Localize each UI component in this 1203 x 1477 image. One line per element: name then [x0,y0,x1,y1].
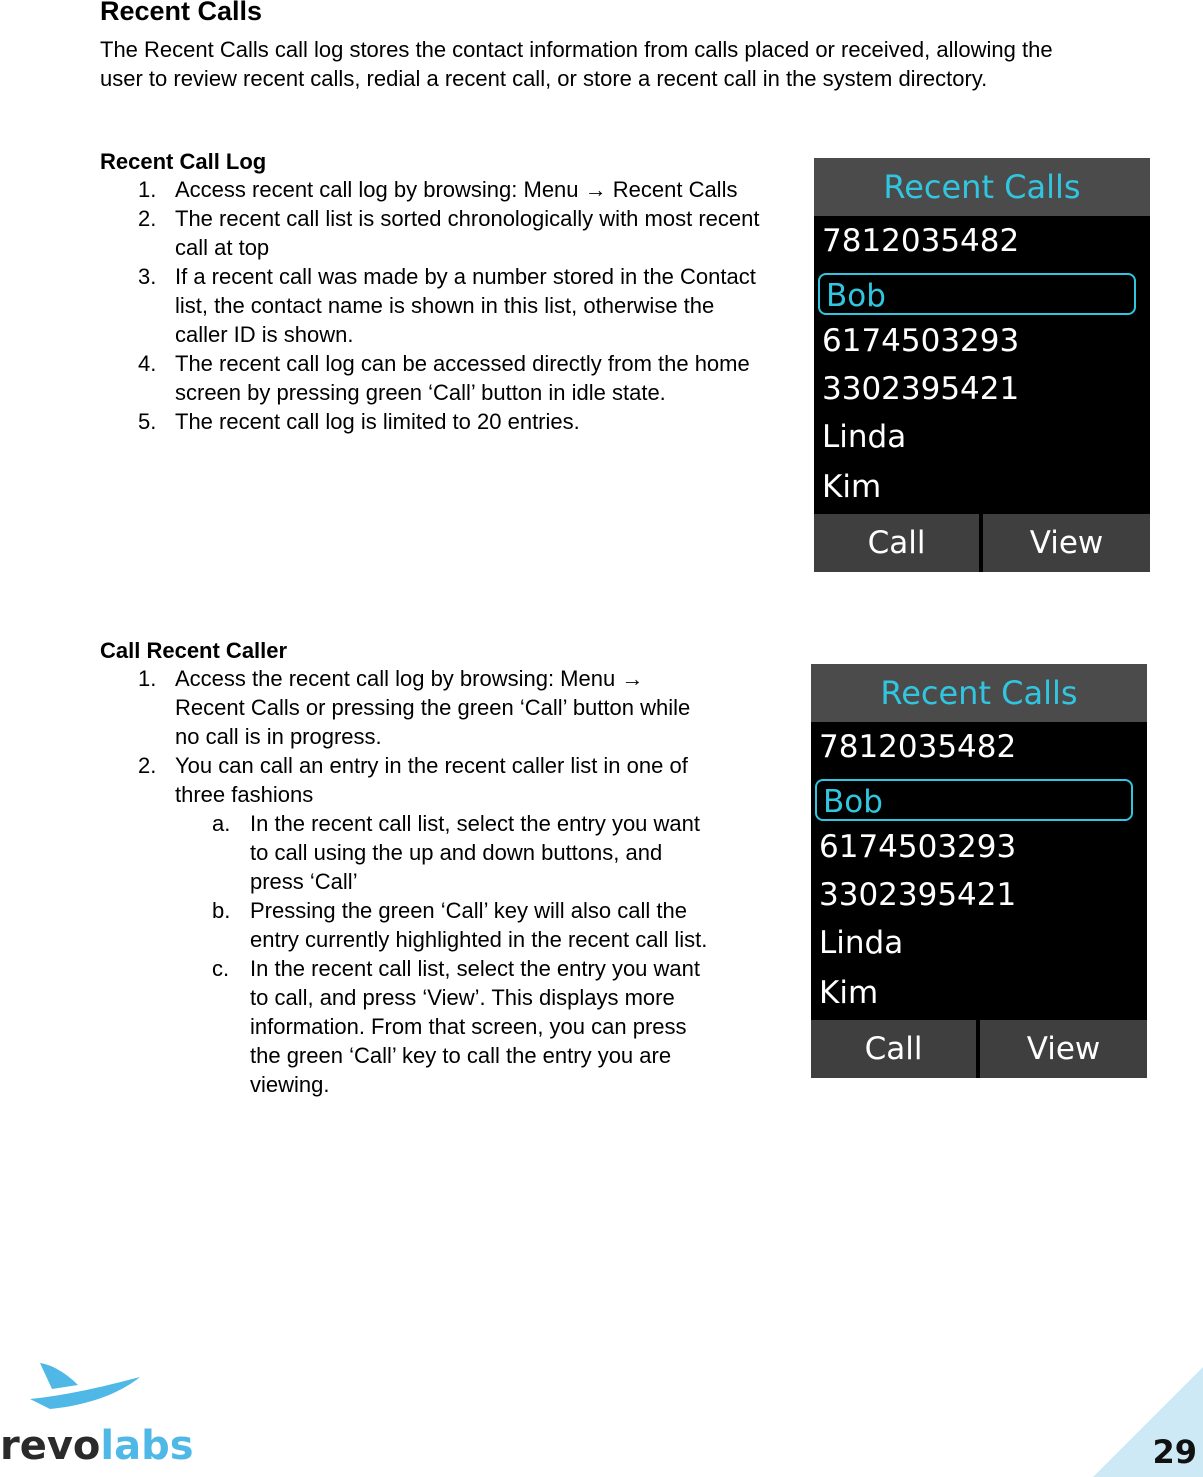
call-entry[interactable]: 7812035482 [822,223,1020,259]
list-item: 3. If a recent call was made by a number stored in the Contact list, the contact name is shown in this list, otherwise the caller ID is shown. [138,264,756,347]
screen-title: Recent Calls [814,158,1150,216]
list-item: 1. Access recent call log by browsing: Menu → Recent Calls [138,177,738,202]
intro-paragraph: The Recent Calls call log stores the contact information from calls placed or received, allowing the user to review recent calls, redial a recent call, or store a recent call in the system directory. [100,37,1053,91]
recent-call-log-heading: Recent Call Log [100,149,267,174]
page-number: 29 [1152,1433,1197,1471]
call-entry[interactable]: 7812035482 [819,729,1017,765]
call-softkey[interactable]: Call [814,514,979,572]
list-item: b. Pressing the green ‘Call’ key will also call the entry currently highlighted in the recent call list. [212,898,708,952]
call-softkey[interactable]: Call [811,1020,976,1078]
call-fashions-sublist [175,809,710,1099]
call-entry-selected[interactable]: Bob [815,779,1133,821]
list-item: 5. The recent call log is limited to 20 entries. [138,409,580,434]
list-item: 2. The recent call list is sorted chronologically with most recent call at top [138,206,760,260]
list-item: 2. You can call an entry in the recent caller list in one of three fashions a. In the recent call list, select the entry you want to call using the up and down buttons, and press ‘Call’ b. Pressing the green ‘Call’ key will also call the entry currently highlighted in the recent call list. c. In the recent call list, select the entry you want to call, and press ‘View’. This displays more information. From that screen, you can press the green ‘Call’ key to call the entry you are viewing. [100,751,710,1099]
recent-call-log-steps [100,175,770,436]
call-recent-caller-heading: Call Recent Caller [100,638,288,663]
revolabs-logo [0,1355,194,1475]
section-title: Recent Calls [100,0,263,26]
call-entry[interactable]: Kim [819,975,879,1011]
call-recent-caller-section [100,638,710,1099]
call-entry[interactable]: 6174503293 [822,323,1020,359]
logo-wordmark: revolabs [0,1423,194,1469]
view-softkey[interactable]: View [980,1020,1147,1078]
call-entry[interactable]: Linda [819,925,904,961]
softkey-bar [811,1020,1147,1078]
call-entry[interactable]: Kim [822,469,882,505]
softkey-bar [814,514,1150,572]
view-softkey[interactable]: View [983,514,1150,572]
phone-screen-recent-calls [814,158,1150,572]
list-item: a. In the recent call list, select the entry you want to call using the up and down buttons, and press ‘Call’ [212,811,701,894]
call-entry[interactable]: 3302395421 [822,371,1020,407]
call-entry[interactable]: 6174503293 [819,829,1017,865]
phone-screen-recent-calls-2 [811,664,1147,1078]
list-item: 4. The recent call log can be accessed directly from the home screen by pressing green ‘Call’ button in idle state. [138,351,750,405]
list-item: 1. Access the recent call log by browsing: Menu → Recent Calls or pressing the green ‘Call’ button while no call is in progress. [138,666,691,749]
call-recent-caller-steps [100,664,710,1099]
list-item: c. In the recent call list, select the entry you want to call, and press ‘View’. This displays more information. From that screen, you can press the green ‘Call’ key to call the entry you are viewing. [212,956,701,1097]
call-entry[interactable]: 3302395421 [819,877,1017,913]
screen-title: Recent Calls [811,664,1147,722]
call-entry[interactable]: Linda [822,419,907,455]
call-entry-selected[interactable]: Bob [818,273,1136,315]
recent-call-log-section [100,149,770,436]
